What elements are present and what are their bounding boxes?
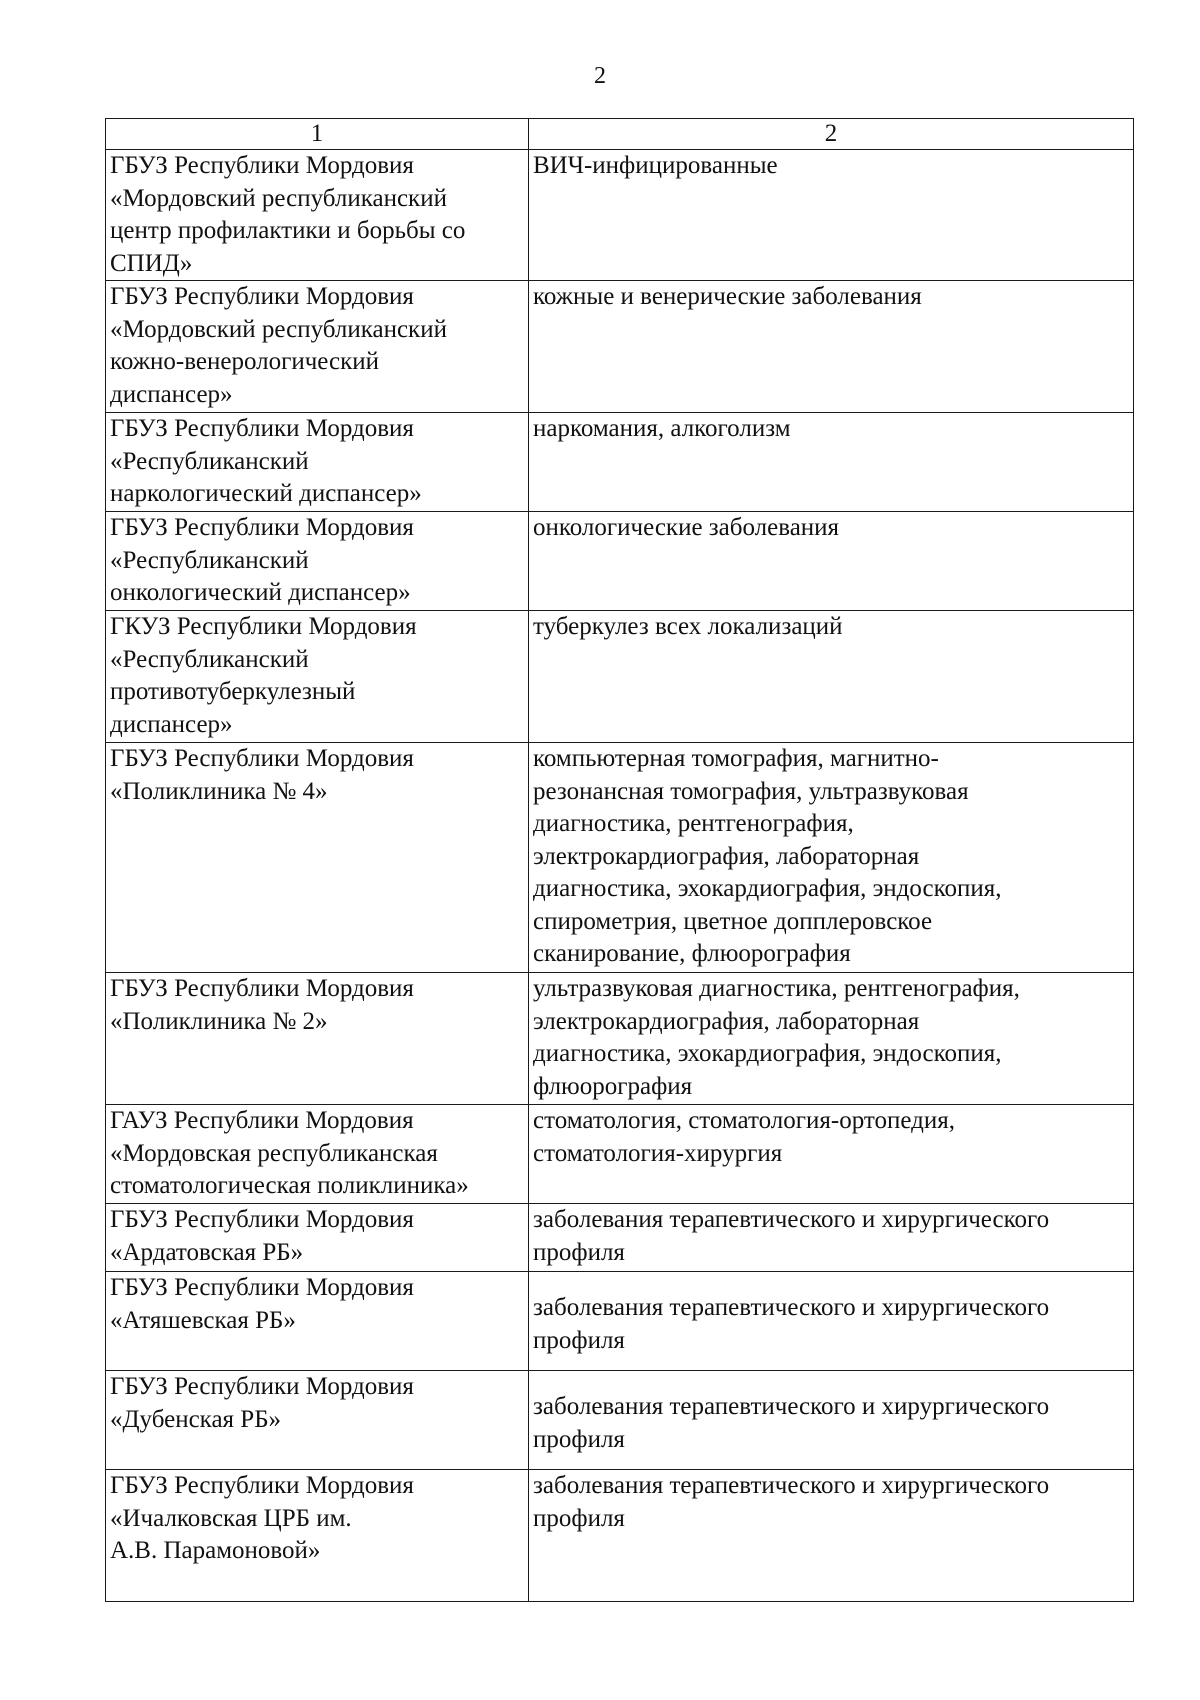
table-row	[106, 973, 1134, 1105]
table-row	[106, 150, 1134, 281]
table-row	[106, 743, 1134, 973]
page-number: 2	[594, 63, 606, 89]
profile-cell: заболевания терапевтического и хирургического профиля	[529, 1272, 1134, 1371]
institution-cell: ГБУЗ Республики Мордовия «Республиканский наркологический диспансер»	[106, 413, 529, 512]
institution-cell: ГБУЗ Республики Мордовия «Дубенская РБ»	[106, 1371, 529, 1470]
profile-cell: компьютерная томография, магнитно- резонансная томография, ультразвуковая диагностика, рентгенография, электрокардиография, лабораторная диагностика, эхокардиография, эндоскопия, спирометрия, цветное допплеровское сканирование, флюорография	[529, 743, 1134, 973]
table-row	[106, 1470, 1134, 1602]
table-row	[106, 611, 1134, 743]
profile-cell: заболевания терапевтического и хирургического профиля	[529, 1204, 1134, 1272]
institution-cell: ГБУЗ Республики Мордовия «Поликлиника № 4»	[106, 743, 529, 973]
profile-cell: ультразвуковая диагностика, рентгенография, электрокардиография, лабораторная диагностика, эхокардиография, эндоскопия, флюорография	[529, 973, 1134, 1105]
profile-cell: заболевания терапевтического и хирургического профиля	[529, 1470, 1134, 1602]
institution-cell: ГАУЗ Республики Мордовия «Мордовская республиканская стоматологическая поликлиника»	[106, 1105, 529, 1204]
institution-cell: ГБУЗ Республики Мордовия «Ардатовская РБ»	[106, 1204, 529, 1272]
table-row	[106, 413, 1134, 512]
table-row	[106, 1204, 1134, 1272]
table-row	[106, 1272, 1134, 1371]
institution-cell: ГБУЗ Республики Мордовия «Республиканский онкологический диспансер»	[106, 512, 529, 611]
profile-cell: онкологические заболевания	[529, 512, 1134, 611]
profile-cell: наркомания, алкоголизм	[529, 413, 1134, 512]
profile-cell: заболевания терапевтического и хирургического профиля	[529, 1371, 1134, 1470]
column-header-2: 2	[529, 119, 1134, 150]
table-row	[106, 512, 1134, 611]
table-row	[106, 281, 1134, 413]
institution-cell: ГБУЗ Республики Мордовия «Мордовский республиканский кожно-венерологический диспансер»	[106, 281, 529, 413]
column-header-1: 1	[106, 119, 529, 150]
institution-cell: ГБУЗ Республики Мордовия «Атяшевская РБ»	[106, 1272, 529, 1371]
profile-cell: ВИЧ-инфицированные	[529, 150, 1134, 281]
table-row	[106, 1371, 1134, 1470]
table-row	[106, 1105, 1134, 1204]
institutions-table	[105, 118, 1134, 1602]
table-header-row	[106, 119, 1134, 150]
profile-cell: туберкулез всех локализаций	[529, 611, 1134, 743]
institution-cell: ГБУЗ Республики Мордовия «Поликлиника № 2»	[106, 973, 529, 1105]
institution-cell: ГКУЗ Республики Мордовия «Республиканский противотуберкулезный диспансер»	[106, 611, 529, 743]
institution-cell: ГБУЗ Республики Мордовия «Ичалковская ЦРБ им. А.В. Парамоновой»	[106, 1470, 529, 1602]
profile-cell: стоматология, стоматология-ортопедия, стоматология-хирургия	[529, 1105, 1134, 1204]
institution-cell: ГБУЗ Республики Мордовия «Мордовский республиканский центр профилактики и борьбы со СПИД»	[106, 150, 529, 281]
profile-cell: кожные и венерические заболевания	[529, 281, 1134, 413]
